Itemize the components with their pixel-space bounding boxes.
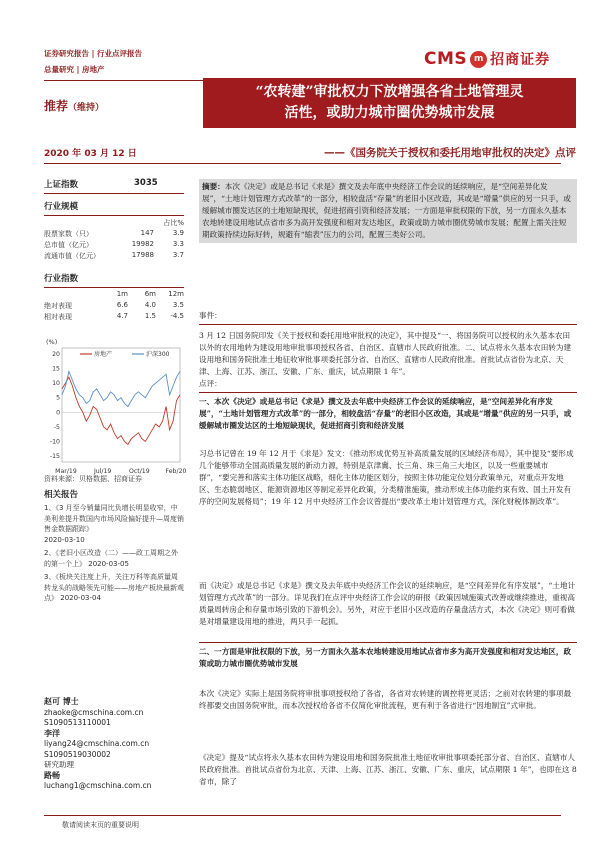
performance-chart — [44, 336, 187, 476]
row-label: 相对表现 — [44, 313, 72, 321]
rating-label: 推荐 — [44, 99, 69, 113]
col-12m: 12m — [168, 290, 184, 298]
index-row — [44, 178, 184, 191]
row-pct: 3.3 — [172, 240, 184, 248]
brand-logo — [424, 46, 564, 72]
table-row — [44, 229, 184, 240]
rating — [44, 97, 104, 114]
row-pct: 3.9 — [172, 229, 184, 237]
analyst-name: 李洋 — [44, 728, 60, 738]
section-divider — [199, 324, 577, 325]
analyst-name: 赵可 博士 — [44, 697, 79, 706]
related-item[interactable] — [44, 572, 184, 604]
sidebar-divider — [44, 193, 184, 194]
category-line1: 证券研究报告 | 行业点评报告 — [44, 49, 142, 58]
row-value: 4.0 — [144, 301, 156, 309]
analyst-name: 路畅 — [44, 770, 60, 780]
plot-frame — [62, 348, 180, 462]
title-line2: 活性，或助力城市圈优势城市发展 — [284, 105, 495, 121]
events-text: 3 月 12 日国务院印发《关于授权和委托用地审批权的决定》，其中提及“一、将国务院可以授权的永久基本农田以外的农用地转为建设用地审批事项授权各省、自治区、直辖市人民政府批准。二、试点将永久基本农田转为建设用地和国务院批准土地征收审批事项委托部分省、自治区、直辖市人民政府批准。首批试点省份为北京、天津、上海、江苏、浙江、安徽、广东、重庆，试点期限 1 年”。 — [199, 331, 572, 376]
title-line1: “农转建”审批权力下放增强各省土地管理灵 — [255, 84, 524, 100]
series-line-1 — [62, 371, 180, 406]
series-line-0 — [62, 377, 180, 444]
row-value: 3.5 — [172, 301, 184, 309]
y-tick-label: 10 — [52, 380, 60, 388]
abstract-box — [199, 179, 577, 243]
perf-heading: 行业指数 — [44, 274, 79, 284]
related-text[interactable]: 1、《3 月至今销量同比负增长明显收窄，中美利差提升数国内市场风险偏好提升—周度销售金数据跟踪》 — [44, 504, 184, 533]
row-value: 147 — [140, 229, 154, 237]
date-divider — [44, 163, 561, 164]
sidebar — [44, 178, 184, 323]
row-value: -4.5 — [170, 312, 184, 320]
row-label: 总市值（亿元） — [44, 241, 93, 249]
chart-svg — [44, 336, 187, 476]
table-row — [44, 301, 184, 312]
x-tick-label: Mar/19 — [55, 468, 77, 475]
y-tick-label: -5 — [53, 423, 60, 431]
row-value: 4.7 — [116, 312, 128, 320]
pct-header: 占比% — [163, 219, 184, 227]
table-row — [44, 240, 184, 251]
section-divider — [199, 392, 577, 393]
rating-note: （维持） — [68, 103, 105, 113]
assistant-label: 研究助理 — [44, 760, 74, 769]
y-tick-label: 5 — [56, 394, 60, 402]
related-item[interactable] — [44, 503, 184, 545]
index-label: 上证指数 — [44, 180, 79, 190]
report-category — [44, 46, 142, 78]
events-label: 事件： — [199, 311, 222, 320]
related-heading: 相关报告 — [44, 490, 79, 500]
report-subtitle: ——《国务院关于授权和委托用地审批权的决定》点评 — [324, 147, 576, 159]
scale-heading: 行业规模 — [44, 202, 79, 212]
y-tick-label: 20 — [52, 350, 60, 358]
footer-note: 敬请阅读末页的重要说明 — [62, 821, 139, 829]
scale-col-header — [44, 218, 184, 229]
y-tick-label: 15 — [52, 365, 60, 373]
related-reports — [44, 503, 184, 607]
section1-heading: 一、本次《决定》或是总书记《求是》撰文及去年底中央经济工作会议的延续响应，是“空间差异化有序发展”，“土地计划管理方式改革”的一部分，相较盘活“存量”的老旧小区改造，其或是“增量”供应的另一只手，或缓解城市圈发达区的土地短缺现状，促进招商引资和经济发展 — [199, 397, 572, 430]
analyst-email[interactable]: liyang24@cmschina.com.cn — [44, 739, 150, 748]
y-tick-label: -15 — [49, 453, 60, 461]
section2-para1: 本次《决定》实际上是国务院将审批事项授权给了各省，各省对农转建的调控将更灵活；之前对农转建的事项最终都要交由国务院审批，而本次授权给各省不仅简化审批流程，更有利于各省进行“因地制宜”式审批。 — [199, 689, 572, 710]
x-tick-label: Jul/19 — [93, 468, 112, 475]
report-date: 2020 年 03 月 12 日 — [44, 149, 137, 159]
x-tick-label: Feb/20 — [165, 468, 187, 475]
analyst-id: S1090513110001 — [44, 718, 111, 727]
section1-para1: 习总书记曾在 19 年 12 月于《求是》发文：《推动形成优势互补高质量发展的区域经济布局》，其中提及“要形成几个能够带动全国高质量发展的新动力源，特别是京津冀、长三角、珠三角三大地区，以及一些重要城市群”，“要完善和落实主体功能区战略，细化主体功能区划分，按照主体功能定位划分政策单元，对重点开发地区、生态脆弱地区、能源资源地区等制定差异化政策，分类精准施策，推动形成主体功能约束有效、国土开发有序的空间发展格局”；19 年 12 月中央经济工作会议曾提出“要改革土地计划管理方式，深化财税体制改革”。 — [199, 449, 574, 506]
y-tick-label: -10 — [49, 438, 60, 446]
logo-mark-icon: m — [470, 51, 487, 68]
row-pct: 3.7 — [172, 251, 184, 259]
section2-para2: 《决定》提及“试点将永久基本农田转为建设用地和国务院批准土地征收审批事项委托部分省、自治区、直辖市人民政府批准。首批试点省份为北京、天津、上海、江苏、浙江、安徽、广东、重庆，试点期限 1 年”，也即在这 8 省市，除了 — [199, 753, 577, 786]
logo-cn: 招商证券 — [490, 52, 551, 68]
related-date: 2020-03-10 — [44, 535, 85, 544]
section2-heading: 二、一方面是审批权限的下放，另一方面永久基本农地转建设用地试点省市多为高开发强度和相对发达地区，政策或助力城市圈优势城市发展 — [199, 647, 572, 668]
related-date: 2020-03-04 — [60, 594, 101, 602]
related-text[interactable]: 2、《老旧小区改造（二）——政工周期之外的第一个上》 — [44, 549, 178, 568]
unit-label: (%) — [46, 338, 58, 346]
abstract-label: 摘要： — [202, 182, 225, 191]
legend-label: 房地产 — [94, 351, 113, 358]
row-value: 19982 — [131, 240, 154, 248]
analyst-email[interactable]: zhaoke@cmschina.com.cn — [44, 707, 144, 717]
row-value: 17988 — [131, 251, 154, 259]
logo-text: CMS — [424, 49, 468, 69]
analyst-email[interactable]: luchang1@cmschina.com.cn — [44, 781, 152, 790]
sidebar-divider — [44, 287, 184, 288]
row-label: 流通市值（亿元） — [44, 252, 100, 260]
related-date: 2020-03-05 — [88, 559, 129, 568]
perf-col-header — [44, 290, 184, 301]
row-label: 绝对表现 — [44, 302, 72, 310]
row-label: 股票家数（只） — [44, 230, 93, 238]
comment-label: 点评： — [199, 379, 222, 388]
table-row — [44, 312, 184, 323]
footer-divider — [44, 815, 561, 816]
abstract-text: 本次《决定》或是总书记《求是》撰文及去年底中央经济工作会议的延续响应，是“空间差异化发展”，“土地计划管理方式改革”的一部分，相较盘活“存量”的老旧小区改造，其或是“增量”供应的另一只手，或缓解城市圈发达区的土地短缺现状，促进招商引资和经济发展；一方面是审批权限的下放，另一方面永久基本农地转建设用地试点省市多为高开发强度和相对发达地区，政策或助力城市圈优势城市发展；配置上需关注短期政策持续边际好转，规避有“缩表”压力的公司，配置三类好公司。 — [202, 182, 571, 239]
sidebar-divider — [44, 215, 184, 216]
category-line2: 总量研究 | 房地产 — [44, 65, 105, 74]
chart-source: 资料来源：贝格数据、招商证券 — [44, 475, 142, 483]
y-tick-label: 0 — [56, 409, 60, 417]
index-value: 3035 — [134, 178, 158, 188]
row-value: 1.5 — [144, 312, 156, 320]
report-title — [203, 78, 576, 128]
legend-label: 沪深300 — [146, 351, 170, 358]
analysts — [44, 697, 184, 792]
analyst-id: S1090519030002 — [44, 749, 111, 759]
section1-para2: 而《决定》或是总书记《求是》撰文及去年底中央经济工作会议的延续响应，是“空间差异化有序发展”，“土地计划管理方式改革”的一部分。详见我们在点评中央经济工作会议的研报《政策因城施策式改善或继续推进，重视高质量周转房企和存量市场引致的下游机会》。另外，对应于老旧小区改造的存量盘活方式，本次《决定》则可看做是对增量建设用地的推进，两只手一起抓。 — [199, 581, 576, 626]
x-tick-label: Oct/19 — [129, 468, 150, 475]
related-text[interactable]: 3、《板块关注度上升，关注万科等高质量周转龙头的战略领先可能——房地产板块最新观点》 — [44, 573, 184, 602]
table-row — [44, 251, 184, 262]
related-item[interactable] — [44, 548, 184, 569]
section-divider — [199, 642, 577, 643]
row-value: 6.6 — [116, 301, 128, 309]
col-1m: 1m — [116, 290, 128, 298]
col-6m: 6m — [144, 290, 156, 298]
